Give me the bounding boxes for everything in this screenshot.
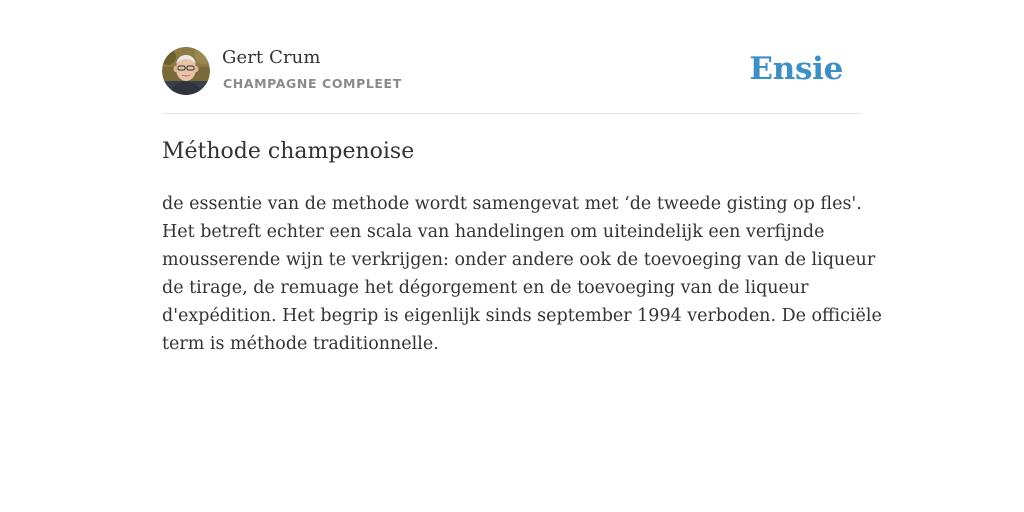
entry-body-line: mousserende wijn te verkrijgen: onder andere ook de toevoeging van de liqueur [162, 250, 876, 270]
entry-header [162, 46, 862, 96]
entry-body-line: de tirage, de remuage het dégorgement en de toevoeging van de liqueur [162, 278, 809, 298]
entry-title: Méthode champenoise [162, 139, 415, 164]
brand-logo[interactable]: Ensie [749, 51, 843, 87]
author-avatar[interactable] [162, 47, 210, 95]
entry-card [162, 46, 882, 354]
entry-body-line: Het betreft echter een scala van handelingen om uiteindelijk een verfijnde [162, 222, 825, 242]
entry-body-line: d'expédition. Het begrip is eigenlijk sinds september 1994 verboden. De officiële [162, 306, 882, 326]
author-subtitle[interactable]: CHAMPAGNE COMPLEET [223, 76, 402, 91]
entry-body [162, 190, 882, 358]
header-divider [162, 113, 862, 114]
entry-body-line: de essentie van de methode wordt samengevat met ‘de tweede gisting op fles'. [162, 194, 862, 214]
entry-body-line: term is méthode traditionnelle. [162, 334, 439, 354]
author-name[interactable]: Gert Crum [222, 47, 321, 68]
